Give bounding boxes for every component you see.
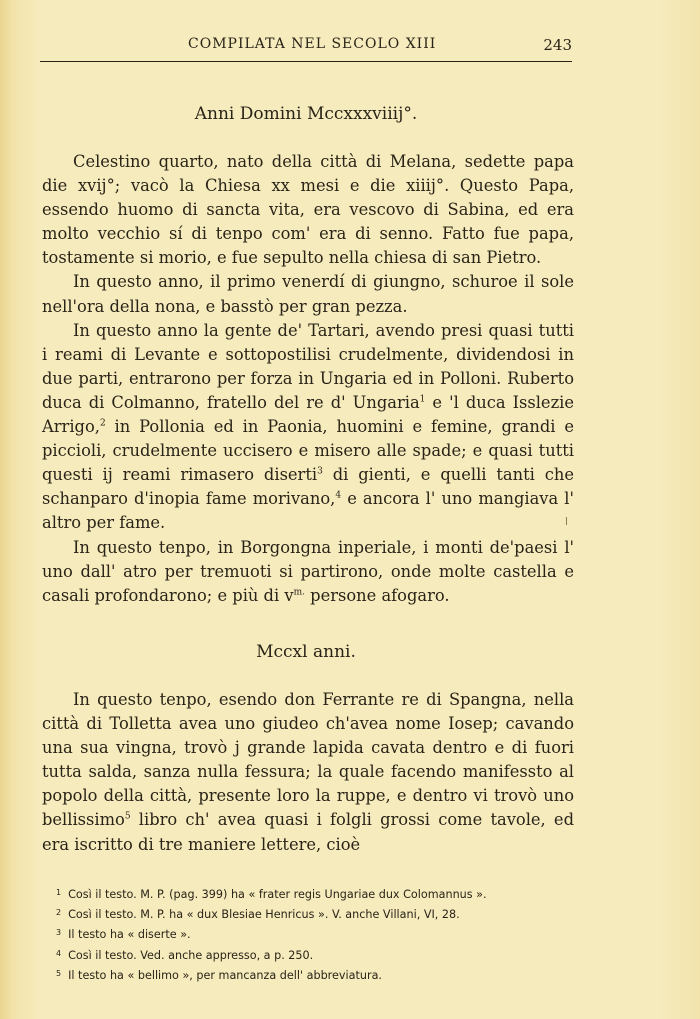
header-rule bbox=[40, 61, 572, 62]
footnote-number: 4 bbox=[56, 948, 62, 958]
footnote-reference: 2 bbox=[99, 418, 106, 429]
paragraph-text: In questo tenpo, esendo don Ferrante re di Spangna, nella città di Tolletta avea uno giudeo ch'avea nome Iosep; cavando una sua vingna, trovò j grande lapida cavata dentro e di fuori tutta salda, sanza nulla fessura; la quale facendo manifessto al popolo della città, presente loro la ruppe, e dentro vi trovò uno bellissimo bbox=[42, 690, 574, 830]
footnote-reference: 4 bbox=[335, 490, 342, 501]
footnote bbox=[56, 884, 576, 904]
footnote-number: 1 bbox=[56, 888, 62, 897]
footnote-number: 2 bbox=[56, 908, 62, 918]
footnote-number: 5 bbox=[56, 968, 62, 978]
paragraph bbox=[42, 270, 574, 318]
footnote-text: Il testo ha « diserte ». bbox=[68, 928, 191, 942]
footnote-text: Così il testo. M. P. (pag. 399) ha « frater regis Ungariae dux Colomannus ». bbox=[68, 888, 487, 901]
footnote-number: 3 bbox=[56, 928, 62, 938]
section-body-1240 bbox=[42, 688, 574, 857]
section-heading-1240: Mccxl anni. bbox=[256, 642, 356, 662]
footnote-reference: 3 bbox=[317, 466, 323, 477]
footnotes bbox=[56, 884, 576, 985]
paragraph-text: In questo anno, il primo venerdí di giungno, schuroe il sole nell'ora della nona, e basstò per gran pezza. bbox=[42, 272, 574, 316]
footnote-reference: 1 bbox=[419, 394, 426, 405]
paragraph-text: libro ch' avea quasi i folgli grossi come tavole, ed era iscritto di tre maniere lettere, cioè bbox=[42, 810, 574, 854]
running-head bbox=[40, 36, 572, 58]
paragraph bbox=[42, 536, 574, 608]
footnote bbox=[56, 924, 576, 944]
footnote-reference: 5 bbox=[124, 812, 131, 823]
paragraph bbox=[42, 150, 574, 270]
paragraph-text: In questo tenpo, in Borgongna inperiale, i monti de'paesi l' uno dall' atro per tremuoti si partirono, onde molte castella e casali profondarono; e più di v bbox=[42, 537, 574, 605]
section-heading-1239: Anni Domini Mccxxxviiij°. bbox=[194, 104, 418, 124]
paragraph bbox=[42, 688, 574, 857]
paragraph-text: in Pollonia ed in Paonia, huomini e femine, grandi e piccioli, crudelmente uccisero e misero alle spade; e quasi tutti questi ij reami rimasero diserti bbox=[42, 417, 574, 485]
paragraph-text: e 'l duca Isslezie Arrigo, bbox=[42, 392, 574, 437]
footnote bbox=[56, 965, 576, 985]
paragraph-text: Celestino quarto, nato della città di Melana, sedette papa die xvij°; vacò la Chiesa xx mesi e die xiiij°. Questo Papa, essendo huomo di sancta vita, era vescovo di Sabina, ed era molto vecchio sí di tenpo com' era di senno. Fatto fue papa, tostamente si morio, e fue sepulto nella chiesa di san Pietro. bbox=[42, 152, 574, 268]
footnote bbox=[56, 945, 576, 965]
paragraph-text: di gienti, e quelli tanti che schanparo d'inopia fame morivano, bbox=[42, 465, 574, 509]
footnote-text: Così il testo. M. P. ha « dux Blesiae Henricus ». V. anche Villani, VI, 28. bbox=[68, 908, 460, 922]
paragraph-text: In questo anno la gente de' Tartari, avendo presi quasi tutti i reami di Levante e sottopostilisi crudelmente, dividendosi in due parti, entrarono per forza in Ungaria ed in Polloni. Ruberto duca di Colmanno, fratello del re d' Ungaria bbox=[42, 320, 574, 412]
page-number: 243 bbox=[543, 36, 572, 54]
paragraph bbox=[42, 319, 574, 536]
footnote bbox=[56, 904, 576, 924]
section-body-1239 bbox=[42, 150, 574, 608]
margin-mark bbox=[566, 517, 567, 525]
footnote-reference: m. bbox=[293, 587, 305, 598]
paragraph-text: persone afogaro. bbox=[304, 585, 450, 605]
running-title: COMPILATA NEL SECOLO XIII bbox=[188, 36, 437, 52]
paragraph-text: e ancora l' uno mangiava l' altro per fame. bbox=[42, 489, 574, 533]
footnote-text: Il testo ha « bellimo », per mancanza dell' abbreviatura. bbox=[68, 968, 382, 982]
footnote-text: Così il testo. Ved. anche appresso, a p. 250. bbox=[68, 948, 314, 962]
